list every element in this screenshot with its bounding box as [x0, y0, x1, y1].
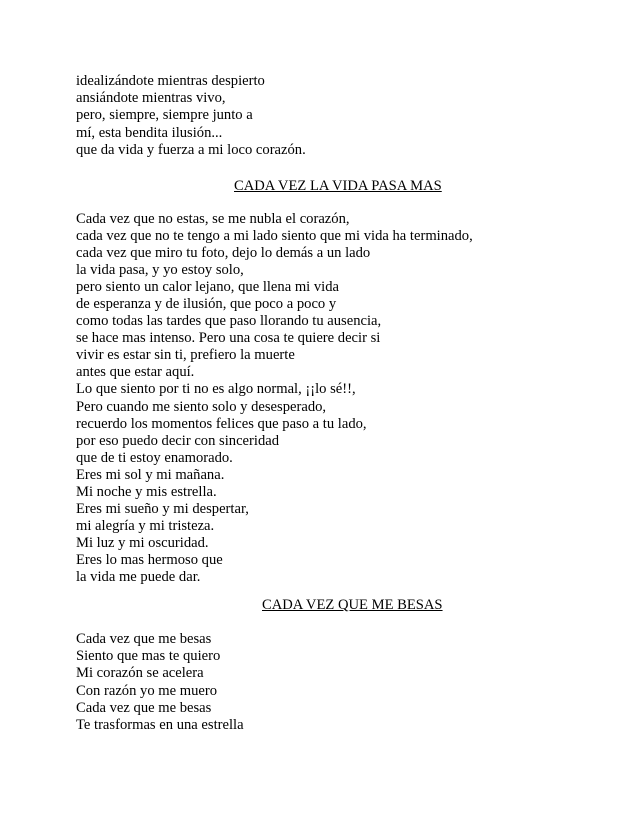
- intro-line: idealizándote mientras despierto: [76, 73, 265, 89]
- poem-line: como todas las tardes que paso llorando tu ausencia,: [76, 313, 382, 330]
- poem-line: antes que estar aquí.: [76, 364, 195, 381]
- intro-line: que da vida y fuerza a mi loco corazón.: [76, 141, 306, 158]
- poem-line: por eso puedo decir con sinceridad: [76, 432, 280, 449]
- poem-line: Mi luz y mi oscuridad.: [76, 534, 209, 551]
- poem-line: que de ti estoy enamorado.: [76, 449, 233, 466]
- poem-line: Con razón yo me muero: [76, 682, 218, 699]
- intro-line: ansiándote mientras vivo,: [76, 90, 226, 107]
- poem-line: recuerdo los momentos felices que paso a tu lado,: [76, 415, 367, 432]
- intro-line: mí, esta bendita ilusión...: [76, 124, 223, 141]
- poem-line: Cada vez que me besas: [76, 699, 212, 716]
- poem-line: Eres lo mas hermoso que: [76, 551, 223, 568]
- poem-line: la vida pasa, y yo estoy solo,: [76, 262, 244, 279]
- poem-line: mi alegría y mi tristeza.: [76, 517, 215, 534]
- poem-line: se hace mas intenso. Pero una cosa te quiere decir si: [76, 330, 381, 347]
- poem-2-body: [76, 631, 596, 734]
- poem-line: Cada vez que no estas, se me nubla el corazón,: [76, 211, 350, 227]
- poem-line: Mi noche y mis estrella.: [76, 483, 217, 500]
- poem-title-1: CADA VEZ LA VIDA PASA MAS: [234, 178, 442, 194]
- poem-line: Cada vez que me besas: [76, 631, 212, 647]
- intro-line: pero, siempre, siempre junto a: [76, 107, 253, 124]
- poem-line: de esperanza y de ilusión, que poco a poco y: [76, 296, 337, 313]
- poem-title-2: CADA VEZ QUE ME BESAS: [262, 597, 443, 613]
- poem-line: Pero cuando me siento solo y desesperado,: [76, 398, 327, 415]
- poem-line: vivir es estar sin ti, prefiero la muerte: [76, 347, 295, 364]
- poem-1-body: [76, 211, 596, 586]
- poem-line: cada vez que no te tengo a mi lado siento que mi vida ha terminado,: [76, 228, 473, 245]
- poem-line: Siento que mas te quiero: [76, 648, 221, 665]
- poem-line: cada vez que miro tu foto, dejo lo demás a un lado: [76, 245, 371, 262]
- poem-line: Eres mi sueño y mi despertar,: [76, 500, 249, 517]
- intro-stanza: [76, 73, 596, 159]
- poem-line: pero siento un calor lejano, que llena mi vida: [76, 279, 340, 296]
- poem-line: Mi corazón se acelera: [76, 665, 204, 682]
- poem-line: Eres mi sol y mi mañana.: [76, 466, 225, 483]
- poem-line: la vida me puede dar.: [76, 568, 201, 585]
- poem-line: Te trasformas en una estrella: [76, 716, 244, 733]
- poem-line: Lo que siento por ti no es algo normal, ¡¡lo sé!!,: [76, 381, 356, 398]
